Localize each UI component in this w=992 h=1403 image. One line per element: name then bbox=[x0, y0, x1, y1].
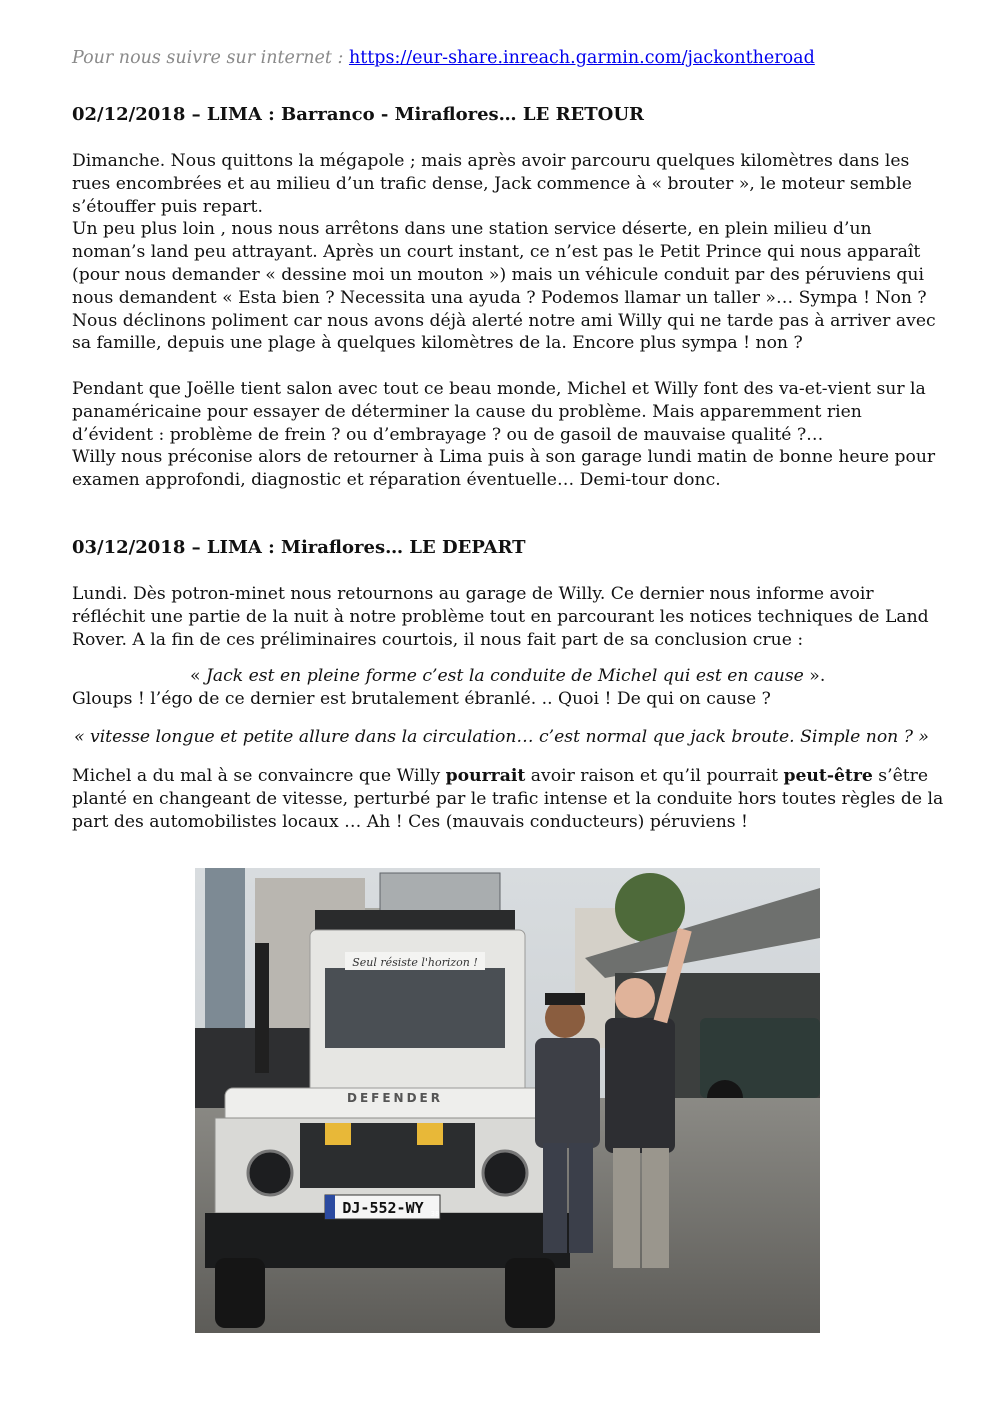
text-line: rues encombrées et au milieu d’un trafic dense, Jack commence à « brouter », le moteur semble bbox=[72, 173, 912, 194]
headlight-right bbox=[483, 1151, 527, 1195]
text-line: Gloups ! l’égo de ce dernier est brutalement ébranlé. .. Quoi ! De qui on cause ? bbox=[72, 689, 771, 709]
garage-photo bbox=[195, 868, 820, 1333]
entry2-title: 03/12/2018 – LIMA : Miraflores… LE DEPART bbox=[72, 537, 526, 558]
person-michel-leg bbox=[642, 1148, 669, 1268]
plate-text: DJ-552-WY bbox=[342, 1199, 424, 1217]
text-line: s’étouffer puis repart. bbox=[72, 196, 263, 217]
quote-open: « bbox=[190, 666, 206, 686]
text-line: sa famille, depuis une plage à quelques kilomètres de la. Encore plus sympa ! non ? bbox=[72, 333, 803, 354]
text-run: Michel a du mal à se convaincre que Willy bbox=[72, 766, 446, 786]
quote-close: ». bbox=[803, 666, 826, 686]
person-michel-body bbox=[605, 1018, 675, 1153]
hood-text: DEFENDER bbox=[347, 1091, 443, 1105]
snorkel bbox=[255, 943, 269, 1073]
person-michel-head bbox=[615, 978, 655, 1018]
person-mechanic-body bbox=[535, 1038, 600, 1148]
text-line: Rover. A la fin de ces préliminaires courtois, il nous fait part de sa conclusion crue : bbox=[72, 629, 804, 650]
entry2-paragraph-3 bbox=[72, 765, 942, 833]
spotlight-right bbox=[417, 1123, 443, 1145]
bold-word: pourrait bbox=[445, 766, 526, 786]
quote-text: Jack est en pleine forme c’est la conduite de Michel qui est en cause bbox=[205, 666, 804, 686]
text-line: part des automobilistes locaux … Ah ! Ces (mauvais conducteurs) péruviens ! bbox=[72, 811, 748, 832]
photo-illustration bbox=[195, 868, 820, 1333]
text-line: nous demandent « Esta bien ? Necessita una ayuda ? Podemos llamar un taller »… Sympa ! Non ? bbox=[72, 287, 927, 308]
windscreen bbox=[325, 968, 505, 1048]
roof-rack bbox=[315, 910, 515, 930]
quote-willy bbox=[190, 666, 825, 686]
entry1-paragraph-2 bbox=[72, 378, 942, 492]
tracking-link[interactable]: https://eur-share.inreach.garmin.com/jackontheroad bbox=[348, 48, 815, 68]
entry1-title: 02/12/2018 – LIMA : Barranco - Miraflores… LE RETOUR bbox=[72, 104, 644, 125]
text-line: (pour nous demander « dessine moi un mouton ») mais un véhicule conduit par des péruviens qui bbox=[72, 264, 924, 285]
text-line: d’évident : problème de frein ? ou d’embrayage ? ou de gasoil de mauvaise qualité ?… bbox=[72, 424, 824, 445]
text-line: Un peu plus loin , nous nous arrêtons dans une station service déserte, en plein milieu d’un bbox=[72, 219, 872, 240]
entry1-paragraph-1 bbox=[72, 150, 942, 355]
spotlight-left bbox=[325, 1123, 351, 1145]
roof-box bbox=[380, 873, 500, 913]
text-line bbox=[72, 765, 942, 788]
text-line: Nous déclinons poliment car nous avons déjà alerté notre ami Willy qui ne tarde pas à arriver avec bbox=[72, 310, 936, 331]
follow-label: Pour nous suivre sur internet : bbox=[72, 48, 344, 68]
text-line: Willy nous préconise alors de retourner à Lima puis à son garage lundi matin de bonne heure pour bbox=[72, 447, 936, 468]
text-line: noman’s land peu attrayant. Après un court instant, ce n’est pas le Petit Prince qui nous apparaît bbox=[72, 242, 921, 263]
headlight-left bbox=[248, 1151, 292, 1195]
banner-text: Seul résiste l'horizon ! bbox=[352, 956, 478, 969]
person-mechanic-leg bbox=[543, 1143, 567, 1253]
person-michel-leg bbox=[613, 1148, 640, 1268]
text-line: Pendant que Joëlle tient salon avec tout ce beau monde, Michel et Willy font des va-et-vient sur la bbox=[72, 379, 926, 399]
text-line: planté en changeant de vitesse, perturbé par le trafic intense et la conduite hors toutes règles de la bbox=[72, 788, 944, 809]
text-run: avoir raison et qu’il pourrait bbox=[525, 766, 784, 786]
plate-region: 38 bbox=[430, 1210, 440, 1218]
tire-right bbox=[505, 1258, 555, 1328]
entry2-paragraph-1 bbox=[72, 583, 942, 651]
text-line: panaméricaine pour essayer de déterminer la cause du problème. Mais apparemment rien bbox=[72, 401, 862, 422]
after-quote-line bbox=[72, 688, 942, 711]
bold-word: peut-être bbox=[783, 766, 873, 786]
tire-left bbox=[215, 1258, 265, 1328]
quote-explanation: « vitesse longue et petite allure dans la circulation… c’est normal que jack broute. Simple non ? » bbox=[74, 727, 929, 747]
text-line: Lundi. Dès potron-minet nous retournons au garage de Willy. Ce dernier nous informe avoir bbox=[72, 584, 874, 604]
text-run: s’être bbox=[872, 766, 929, 786]
plate-eu-band bbox=[325, 1195, 335, 1219]
text-line: Dimanche. Nous quittons la mégapole ; mais après avoir parcouru quelques kilomètres dans les bbox=[72, 151, 910, 171]
person-mechanic-leg bbox=[569, 1143, 593, 1253]
follow-line bbox=[72, 48, 815, 68]
person-mechanic-cap bbox=[545, 993, 585, 1005]
text-line: réfléchit une partie de la nuit à notre problème tout en parcourant les notices techniques de Land bbox=[72, 606, 929, 627]
text-line: examen approfondi, diagnostic et réparation éventuelle… Demi-tour donc. bbox=[72, 470, 721, 491]
